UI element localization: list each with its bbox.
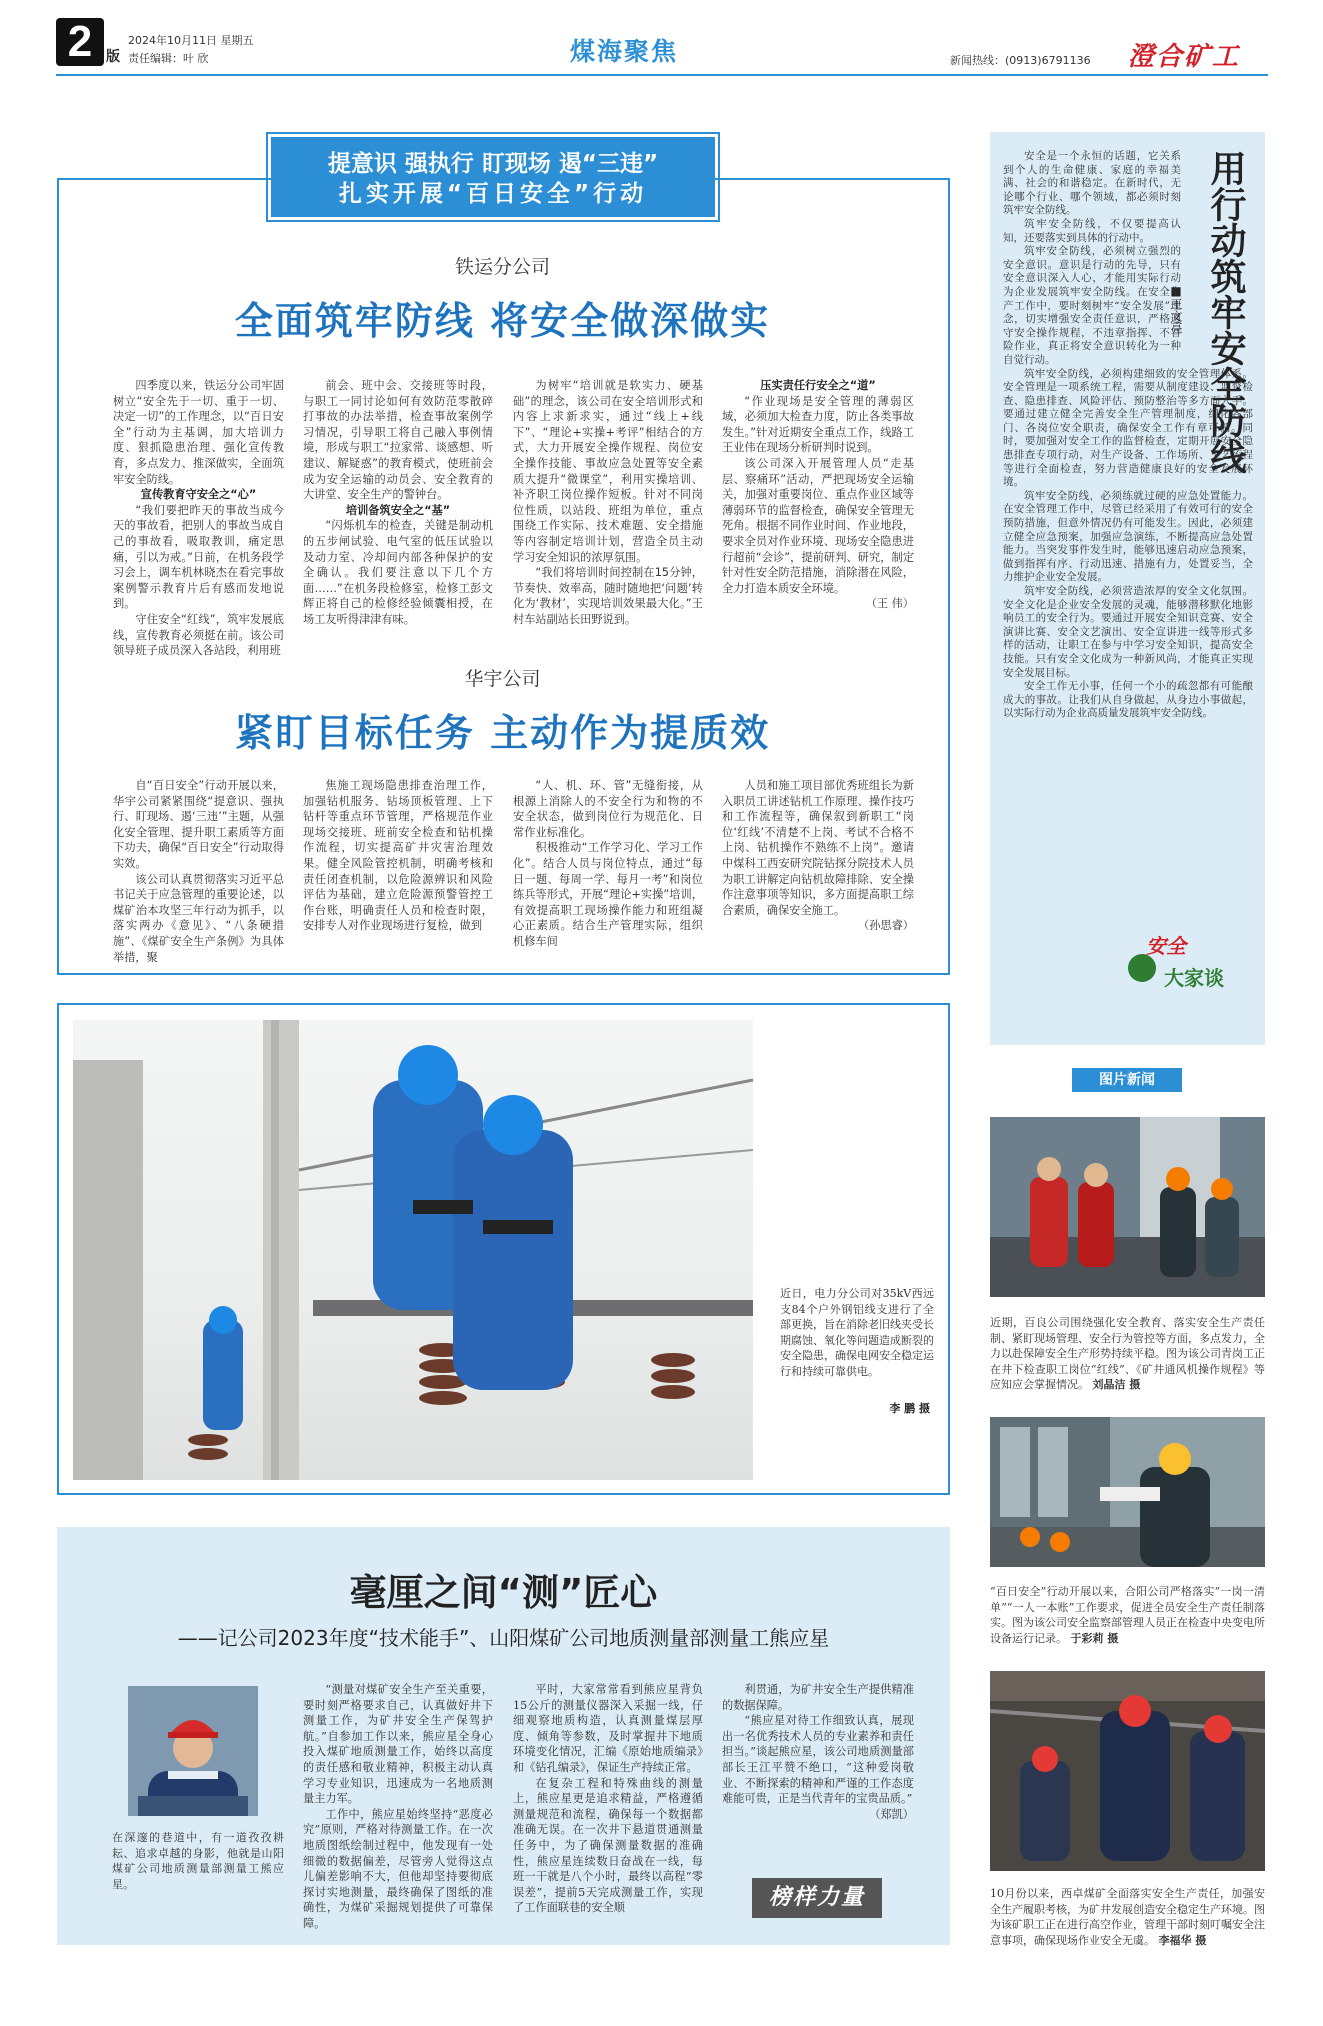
commentary-paragraph: 安全是一个永恒的话题，它关系到个人的生命健康、家庭的幸福美满、社会的和谐稳定。在新时代，无论哪个行业、哪个领域，都必须时刻筑牢安全防线。	[1003, 150, 1181, 217]
subheading: 培训备筑安全之“基”	[345, 503, 451, 517]
article2-column-1	[113, 778, 284, 964]
main-photo-byline: 李 鹏 摄	[889, 1402, 930, 1415]
paragraph: “测量对煤矿安全生产至关重要，要时刻严格要求自己，认真做好井下测量工作，为矿井安全生产保驾护航。”自参加工作以来，熊应星全身心投入煤矿地质测量工作，始终以高度的责任感和敬业精神，积极主动认真学习专业知识，迅速成为一名地质测量主力军。	[303, 1683, 493, 1806]
paragraph: 该公司认真贯彻落实习近平总书记关于应急管理的重要论述，以煤矿治本攻坚三年行动为抓手，以落实两办《意见》、“八条硬措施”、《煤矿安全生产条例》为具体举措，聚	[113, 872, 284, 964]
page-number-badge	[56, 18, 104, 66]
photo-news-3-caption-text: 10月份以来，西卓煤矿全面落实安全生产责任，加强安全生产履职考核，为矿井发展创造安全稳定生产环境。图为该矿职工正在进行高空作业，管理干部时刻叮嘱安全注意事项，确保现场作业安全无虞。	[990, 1887, 1265, 1947]
feature-photo-caption-text: 在深邃的巷道中，有一道孜孜耕耘、追求卓越的身影，他就是山阳煤矿公司地质测量部测量工熊应星。	[112, 1831, 284, 1891]
paragraph: 积极推动“工作学习化、学习工作化”。结合人员与岗位特点，通过“每日一题、每周一学、每月一考”和岗位练兵等形式，开展“理论+实操”培训，有效提高职工现场操作能力和班组凝心正素质。结合生产管理实际，组织机修车间	[513, 841, 703, 948]
commentary-paragraph: 筑牢安全防线，必须营造浓厚的安全文化氛围。安全文化是企业安全发展的灵魂，能够潜移默化地影响员工的安全行为。要通过开展安全知识竞赛、安全演讲比赛、安全文艺演出、安全宣讲进一线等形式多样的活动，让职工在参与中学习安全知识，提高安全技能。只有安全文化成为一种新风尚，才能真正实现安全发展目标。	[1003, 585, 1253, 679]
byline: （王 伟）	[865, 597, 914, 611]
photo-news-header	[1072, 1068, 1182, 1092]
paragraph: “作业现场是安全管理的薄弱区域，必须加大检查力度，防止各类事故发生。”针对近期安全重点工作，线路工王业伟在现场分析研判时说到。	[722, 394, 914, 455]
paragraph: 自“百日安全”行动开展以来，华宇公司紧紧围绕“提意识、强执行、盯现场、遏‘三违’”主题，从强化安全管理、提升职工素质等方面下功夫，确保“百日安全”行动取得实效。	[113, 779, 284, 870]
feature-photo-caption	[112, 1830, 284, 1900]
surveyor-portrait-illustration	[128, 1686, 258, 1816]
photo-news-3-illustration	[990, 1671, 1265, 1871]
article1-kicker: 铁运分公司	[454, 256, 550, 278]
badge-bottom-text: 大家谈	[1164, 966, 1224, 990]
photo-news-2-byline: 于彩莉 摄	[1070, 1631, 1119, 1645]
commentary-badge	[1116, 930, 1236, 1000]
commentary-text	[1003, 150, 1253, 1030]
news-hotline: 新闻热线：(0913)6791136	[950, 54, 1091, 67]
feature-subhead: ——记公司2023年度“技术能手”、山阳煤矿公司地质测量部测量工熊应星	[177, 1626, 830, 1650]
byline: （孙思睿）	[858, 919, 914, 933]
paragraph: 焦施工现场隐患排查治理工作，加强钻机服务、钻场顶板管理、上下钻杆等重点环节管理，严格规范作业现场交接班、班前安全检查和钻机操作流程，切实提高矿井灾害治理效果。健全风险管控机制，明确考核和责任闭查机制，以危险源辨识和风险评估为基础，建立危险源预警管控工作台账，明确责任人员和检查时限，安排专人对作业现场进行复检，做到	[303, 779, 493, 933]
article2-column-4	[722, 778, 914, 946]
paragraph: 在复杂工程和特殊曲线的测量上，熊应星更是追求精益，严格遵循测量规范和流程，确保每一个数据都准确无误。在一次井下悬道贯通测量任务中，为了确保测量数据的准确性，熊应星连续数日奋战在一线，每班一干就是八个小时，最终以高程“零误差”，提前5天完成测量工作，实现了工作面联巷的安全顺	[513, 1776, 703, 1915]
paragraph: “熊应星对待工作细致认真，展现出一名优秀技术人员的专业素养和责任担当。”谈起熊应星，该公司地质测量部部长王江平赞不绝口，“这种爱岗敬业、不断探索的精神和严谨的工作态度难能可贵，正是当代青年的宝贵品质。”	[722, 1714, 914, 1806]
photo-news-1-byline: 刘晶洁 摄	[1092, 1378, 1141, 1391]
campaign-line-1: 提意识 强执行 盯现场 遏“三违”	[327, 151, 659, 177]
photo-news-2-image	[990, 1417, 1265, 1567]
editor-credit: 责任编辑：叶 欣	[128, 52, 209, 65]
article2-column-3	[513, 778, 703, 946]
feature-column-2	[513, 1682, 703, 1928]
paragraph: 前会、班中会、交接班等时段，与职工一同讨论如何有效防范零散碎打事故的办法举措，检查事故案例学习情况，引导职工将自己融入事例情境，形成与职工“拉家常、谈感想、听建议、解疑惑”的教育模式，使班前会成为安全运输的动员会、安全教育的大讲堂、安全生产的警钟台。	[303, 379, 493, 502]
article1-column-2	[303, 378, 493, 630]
surveyor-portrait	[128, 1686, 258, 1816]
paragraph: “人、机、环、管”无缝衔接，从根源上消除人的不安全行为和物的不安全状态，做到岗位行为规范化、日常作业标准化。	[513, 779, 703, 839]
main-photo-caption	[780, 1286, 934, 1416]
photo-news-header-text: 图片新闻	[1099, 1072, 1155, 1088]
photo-news-2-caption	[990, 1584, 1265, 1654]
masthead-rule	[56, 74, 1268, 76]
commentary-paragraph: 安全工作无小事，任何一个小的疏忽都有可能酿成大的事故。让我们从自身做起，从身边小事做起，以实际行动为企业高质量发展筑牢安全防线。	[1003, 680, 1253, 720]
commentary-paragraph: 筑牢安全防线，必须练就过硬的应急处置能力。在安全管理工作中，尽管已经采用了有效可行的安全预防措施，但意外情况仍有可能发生。因此，必须建立健全应急预案，加强应急演练，不断提高应急处置能力。当突发事件发生时，能够迅速启动应急预案，做到指挥有序、行动迅速、措施有力，处置妥当，全力维护企业安全发展。	[1003, 489, 1253, 584]
main-photo-caption-text: 近日，电力分公司对35kV西远支84个户外钢铝线支进行了全部更换，旨在消除老旧线夹受长期腐蚀、氧化等问题造成断裂的安全隐患，确保电网安全稳定运行和持续可靠供电。	[780, 1287, 934, 1378]
role-model-stamp: 榜样力量	[752, 1878, 882, 1918]
photo-news-2-caption-text: “百日安全”行动开展以来，合阳公司严格落实“一岗一清单”“一人一本账”工作要求，促进全员安全生产责任制落实。图为该公司安全监察部管理人员正在检查中央变电所设备运行记录。	[990, 1585, 1265, 1645]
commentary-paragraph: 筑牢安全防线，不仅要提高认知，还要落实到具体的行动中。	[1003, 217, 1181, 244]
article2-headline: 紧盯目标任务 主动作为提质效	[234, 710, 771, 755]
paragraph: 人员和施工项目部优秀班组长为新入职员工讲述钻机工作原理、操作技巧和工作流程等，确保叙到新职工“岗位‘红线’不清楚不上岗、考试不合格不上岗、钻机操作不熟练不上岗”。邀请中煤科工西安研究院钻探分院技术人员为职工讲解定向钻机故障排除、安全操作注意事项等知识，多方面提高职工综合素质，确保安全施工。	[722, 779, 914, 917]
feature-column-3	[722, 1682, 914, 1832]
paragraph: 四季度以来，铁运分公司牢固树立“安全先于一切、重于一切、决定一切”的工作理念，以“百日安全”行动为主基调，加大培训力度、狠抓隐患治理、强化宣传教育，多点发力、推深做实，全面筑牢安全防线。	[113, 379, 284, 486]
paragraph: “闪烁机车的检查，关键是制动机的五步闸试验、电气室的低压试验以及动力室、冷却间内部各种保护的安全确认。我们要注意以下几个方面……”在机务段检修室，检修工彭文辉正将自己的检修经验倾囊相授，在场工友听得津津有味。	[303, 519, 493, 626]
paragraph: 工作中，熊应星始终坚持“恶度必究”原则，严格对待测量工作。在一次地质图纸绘制过程中，他发现有一处细微的数据偏差，尽管旁人觉得这点儿偏差影响不大，但他却坚持要彻底探讨实地测量，最终确保了图纸的准确性，为煤矿采掘规划提供了可靠保障。	[303, 1807, 493, 1930]
photo-news-1-caption	[990, 1315, 1265, 1395]
paragraph: “我们将培训时间控制在15分钟，节奏快、效率高，随时随地把‘问题’转化为‘教材’，实现培训效果最大化。”王村车站副站长田野说到。	[513, 566, 703, 626]
page-suffix: 版	[106, 49, 120, 65]
paper-logo: 澄合矿工	[1128, 42, 1241, 72]
subheading: 宣传教育守安全之“心”	[140, 488, 257, 502]
commentary-title: 用行动筑牢安全防线	[1205, 150, 1246, 474]
byline: （郑凯）	[869, 1807, 914, 1821]
paragraph: 为树牢“培训就是软实力、硬基础”的理念，该公司在安全培训形式和内容上求新求实，通过“线上+线下”、“理论+实操+考评”相结合的方式，大力开展安全操作规程、岗位安全操作技能、事故应急处置等安全素质大提升“微课堂”，利用实操培训、补齐职工岗位操作短板。针对不同岗位性质，以站段、班组为单位，重点围绕工作实际、技术难题、安全措施等内容制定培训计划，营造全员主动学习安全知识的浓厚氛围。	[513, 379, 703, 564]
photo-news-2-illustration	[990, 1417, 1265, 1567]
article1-column-4	[722, 378, 914, 630]
commentary-author: ■王文亮	[1169, 284, 1183, 334]
photo-news-1-illustration	[990, 1117, 1265, 1297]
article1-headline: 全面筑牢防线 将安全做深做实	[234, 298, 771, 343]
paragraph: 平时，大家常常看到熊应星背负15公斤的测量仪器深入采掘一线，仔细观察地质构造，认真测量煤层厚度、倾角等参数，及时掌握井下地质环境变化情况，汇编《原始地质编录》和《钻孔编录》，保证生产持续正常。	[513, 1683, 703, 1774]
issue-date: 2024年10月11日 星期五	[128, 34, 254, 47]
photo-news-1-image	[990, 1117, 1265, 1297]
photo-news-3-caption	[990, 1886, 1265, 1956]
commentary-paragraph: 筑牢安全防线，必须构建细致的安全管理体系。安全管理是一项系统工程，需要从制度建设、监督检查、隐患排查、风险评估、预防整治等多方面入手。要通过建立健全完善安全生产管理制度，细化各部门、各岗位安全职责，确保安全工作有章可循。同时，要加强对安全工作的监督检查，定期开展安全隐患排查专项行动，对生产设备、工作场所、工艺流程等进行全面检查，努力营造健康良好的安全发展环境。	[1003, 367, 1253, 489]
paragraph: 该公司深入开展管理人员“走基层、察痛环”活动，严把现场安全运输关，加强对重要岗位、重点作业区域等薄弱环节的监督检查，确保安全管理无死角。根据不同作业时间、作业地段，要求全员对作业环境、现场安全隐患进行超前“会诊”，提前研判、研究，制定针对性安全防范措施，消除潜在风险，全力打造本质安全环境。	[722, 456, 914, 595]
photo-news-3-image	[990, 1671, 1265, 1871]
power-workers-illustration	[73, 1020, 753, 1480]
badge-top-text: 安全	[1146, 934, 1186, 958]
article2-kicker: 华宇公司	[464, 668, 541, 690]
article1-column-3	[513, 378, 703, 630]
photo-news-3-byline: 李福华 摄	[1158, 1933, 1207, 1947]
campaign-line-2: 扎实开展“百日安全”行动	[338, 181, 648, 207]
paragraph: “我们要把昨天的事故当成今天的事故看，把别人的事故当成自己的事故看，吸取教训，痛定思痛，引以为戒。”日前，在机务段学习会上，调车机林晓杰在看完事故案例警示教育片后有感而发地说到。	[113, 503, 284, 611]
commentary-paragraph: 筑牢安全防线，必须树立强烈的安全意识。意识是行动的先导，只有安全意识深入人心，才能用实际行动为企业发展筑牢安全防线。在安全生产工作中，要时刻树牢“安全发展”理念，切实增强安全责任意识，严格遵守安全操作规程，不违章指挥、不冒险作业，真正将安全意识转化为一种自觉行动。	[1003, 245, 1181, 366]
page-number: 2	[67, 17, 93, 66]
article2-column-2	[303, 778, 493, 946]
section-title: 煤海聚焦	[570, 37, 679, 66]
feature-column-1	[303, 1682, 493, 1928]
paragraph: 利贯通，为矿井安全生产提供精准的数据保障。	[722, 1683, 914, 1712]
photo-news-1-caption-text: 近期，百良公司围绕强化安全教育、落实安全生产责任制、紧盯现场管理、安全行为管控等方面，多点发力，全力以赴保障安全生产形势持续平稳。图为该公司青岗工正在井下检查职工岗位“红线”、《矿井通风机操作规程》等应知应会掌握情况。	[990, 1316, 1265, 1391]
article1-column-1	[113, 378, 284, 658]
power-workers-photo	[73, 1020, 753, 1480]
paragraph: 守住安全“红线”，筑牢发展底线，宣传教育必须挺在前。该公司领导班子成员深入各站段，利用班	[113, 612, 284, 658]
subheading: 压实责任行安全之“道”	[760, 379, 876, 392]
feature-headline: 毫厘之间“测”匠心	[349, 1571, 658, 1614]
